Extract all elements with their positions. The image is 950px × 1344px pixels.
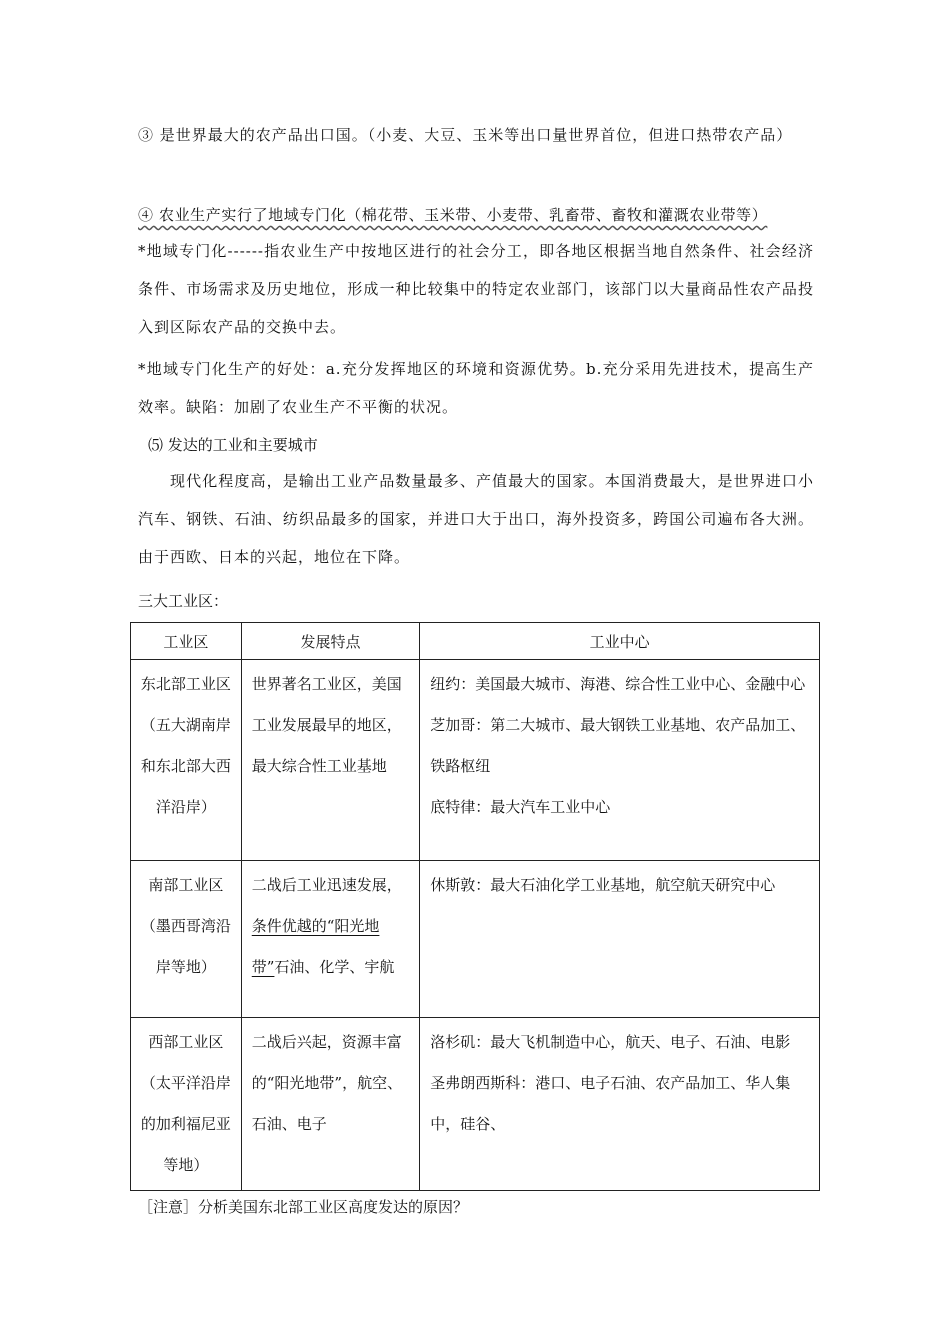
region-name: 西部工业区（太平洋沿岸的加利福尼亚等地） bbox=[140, 1033, 231, 1174]
center-entry: 洛杉矶：最大飞机制造中心，航天、电子、石油、电影 bbox=[430, 1033, 791, 1051]
table-cell bbox=[241, 660, 420, 861]
industrial-centers bbox=[420, 861, 819, 910]
region-name: 东北部工业区（五大湖南岸和东北部大西洋沿岸） bbox=[140, 675, 231, 816]
center-entry: 底特律：最大汽车工业中心 bbox=[430, 798, 611, 816]
table-cell bbox=[420, 660, 820, 861]
industrial-centers bbox=[420, 660, 819, 832]
center-entry: 休斯敦：最大石油化学工业基地，航空航天研究中心 bbox=[430, 876, 776, 894]
table-cell bbox=[131, 1018, 242, 1191]
table-header-cell: 发展特点 bbox=[241, 623, 420, 660]
paragraph-specialization-definition: *地域专门化------指农业生产中按地区进行的社会分工，即各地区根据当地自然条件、社会经济条件、市场需求及历史地位，形成一种比较集中的特定农业部门，该部门以大量商品性农产品投入到区际农产品的交换中去。 bbox=[138, 242, 814, 336]
three-industrial-zones-label: 三大工业区： bbox=[138, 592, 229, 610]
specialization-belts-text: ④ 农业生产实行了地域专门化（棉花带、玉米带、小麦带、乳畜带、畜牧和灌溉农业带等） bbox=[138, 206, 768, 224]
section-heading-industry: ⑸ 发达的工业和主要城市 bbox=[148, 436, 318, 454]
paragraph-specialization-benefits: *地域专门化生产的好处：a.充分发挥地区的环境和资源优势。b.充分采用先进技术，提高生产效率。缺陷：加剧了农业生产不平衡的状况。 bbox=[138, 360, 814, 416]
center-entry: 纽约：美国最大城市、海港、综合性工业中心、金融中心 bbox=[430, 675, 806, 693]
table-row bbox=[131, 1018, 820, 1191]
table-header-cell: 工业区 bbox=[131, 623, 242, 660]
table-header-row bbox=[131, 623, 820, 660]
paragraph-industry-overview: 现代化程度高，是输出工业产品数量最多、产值最大的国家。本国消费最大，是世界进口小汽车、钢铁、石油、纺织品最多的国家，并进口大于出口，海外投资多，跨国公司遍布各大洲。由于西欧、日本的兴起，地位在下降。 bbox=[138, 472, 814, 566]
feature-underlined-text: 条件优越的“阳光地带” bbox=[251, 917, 380, 976]
region-feature: 二战后兴起，资源丰富的“阳光地带”，航空、石油、电子 bbox=[251, 1033, 403, 1133]
feature-text: 二战后工业迅速发展， bbox=[251, 876, 402, 894]
industrial-zones-table bbox=[130, 622, 820, 1191]
table-header-cell: 工业中心 bbox=[420, 623, 820, 660]
table-cell bbox=[241, 861, 420, 1018]
region-feature bbox=[242, 861, 420, 992]
feature-text: 石油、化学、宇航 bbox=[274, 958, 395, 976]
region-name: 南部工业区（墨西哥湾沿岸等地） bbox=[140, 876, 231, 976]
table-cell bbox=[420, 1018, 820, 1191]
region-feature: 世界著名工业区，美国工业发展最早的地区，最大综合性工业基地 bbox=[251, 675, 402, 775]
table-cell bbox=[241, 1018, 420, 1191]
center-entry: 芝加哥：第二大城市、最大钢铁工业基地、农产品加工、铁路枢纽 bbox=[430, 716, 806, 775]
table-cell bbox=[420, 861, 820, 1018]
table-row bbox=[131, 861, 820, 1018]
table-cell bbox=[131, 861, 242, 1018]
table-row bbox=[131, 660, 820, 861]
table-cell bbox=[131, 660, 242, 861]
paragraph-specialization-belts bbox=[138, 196, 814, 234]
center-entry: 圣弗朗西斯科：港口、电子石油、农产品加工、华人集中，硅谷、 bbox=[430, 1074, 791, 1133]
paragraph-export: ③ 是世界最大的农产品出口国。（小麦、大豆、玉米等出口量世界首位，但进口热带农产品） bbox=[138, 126, 793, 144]
note-question: ［注意］分析美国东北部工业区高度发达的原因？ bbox=[138, 1198, 469, 1216]
industrial-centers bbox=[420, 1018, 819, 1149]
